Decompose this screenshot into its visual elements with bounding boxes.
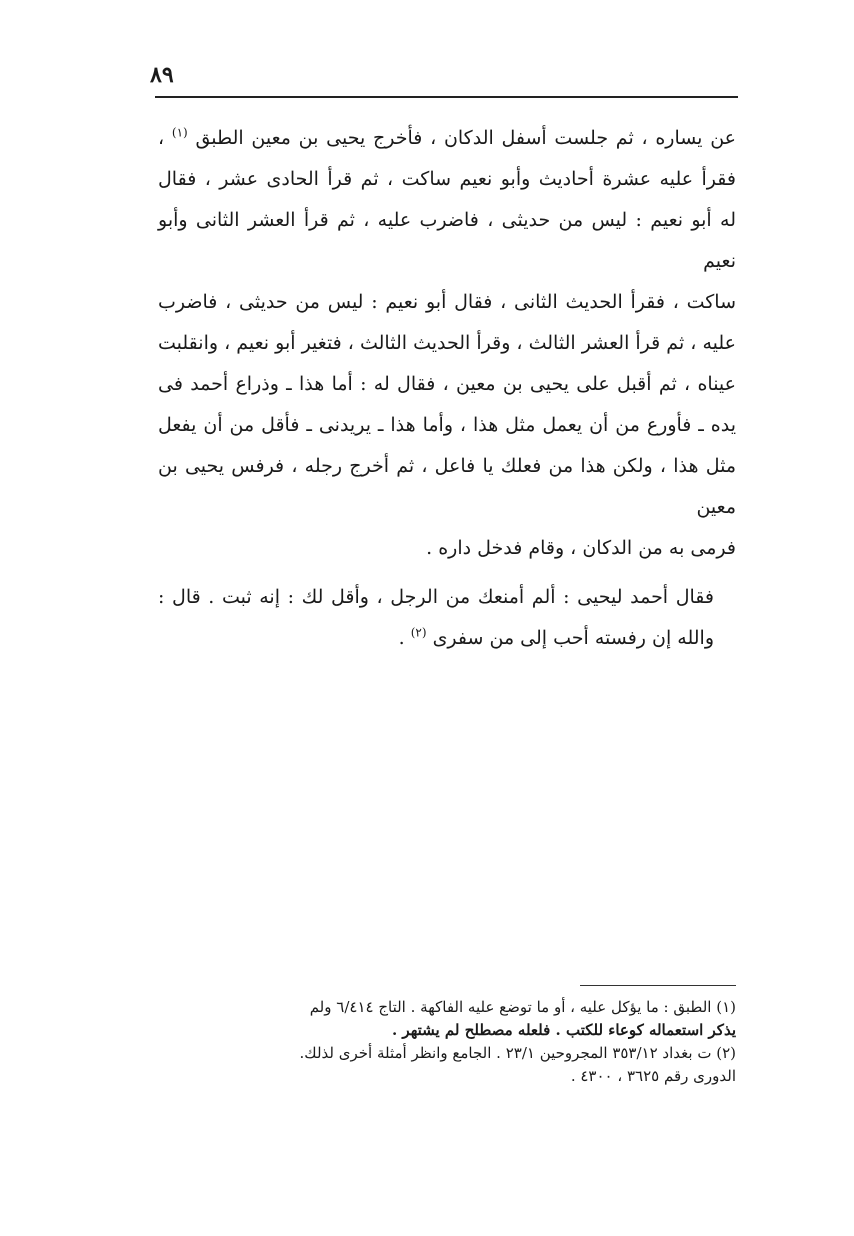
header-rule xyxy=(155,96,738,98)
text-line: يده ـ فأورع من أن يعمل مثل هذا ، وأما هذا ـ يريدنى ـ فأقل من أن يفعل xyxy=(158,414,736,436)
text-line: مثل هذا ، ولكن هذا من فعلك يا فاعل ، ثم أخرج رجله ، فرفس يحيى بن معين xyxy=(158,455,736,518)
text-line: عليه ، ثم قرأ العشر الثالث ، وقرأ الحديث الثالث ، فتغير أبو نعيم ، وانقلبت xyxy=(158,332,736,354)
text-line: والله إن رفسته أحب إلى من سفرى $^{(٢)}$ . xyxy=(398,625,714,649)
footnotes xyxy=(150,996,736,1088)
text-line: فرمى به من الدكان ، وقام فدخل داره . xyxy=(426,537,736,559)
text-line: فقرأ عليه عشرة أحاديث وأبو نعيم ساكت ، ثم قرأ الحادى عشر ، فقال xyxy=(158,168,736,190)
text-line: عن يساره ، ثم جلست أسفل الدكان ، فأخرج يحيى بن معين الطبق $^{(١)}$ ، xyxy=(158,125,736,149)
footnote-ref-2: (٢) xyxy=(410,625,427,640)
footnote-line: (٢) ت بغداد ٣٥٣/١٢ المجروحين ٢٣/١ . الجامع وانظر أمثلة أخرى لذلك. xyxy=(299,1044,736,1062)
paragraph-2 xyxy=(158,577,736,659)
text-line: ساكت ، فقرأ الحديث الثانى ، فقال أبو نعيم : ليس من حديثى ، فاضرب xyxy=(158,291,736,313)
footnote-rule xyxy=(580,985,736,986)
page-number: ٨٩ xyxy=(150,62,174,88)
footnote-line: الدورى رقم ٣٦٢٥ ، ٤٣٠٠ . xyxy=(570,1067,736,1085)
paragraph-1 xyxy=(158,118,736,569)
text-line: فقال أحمد ليحيى : ألم أمنعك من الرجل ، وأقل لك : إنه ثبت . قال : xyxy=(158,586,714,608)
main-text xyxy=(158,118,736,659)
footnote-line: (١) الطبق : ما يؤكل عليه ، أو ما توضع عليه الفاكهة . التاج ٦/٤١٤ ولم xyxy=(309,998,736,1016)
footnote-ref-1: (١) xyxy=(171,125,188,140)
text-line: عيناه ، ثم أقبل على يحيى بن معين ، فقال له : أما هذا ـ وذراع أحمد فى xyxy=(158,373,736,395)
text-line: له أبو نعيم : ليس من حديثى ، فاضرب عليه ، ثم قرأ العشر الثانى وأبو نعيم xyxy=(158,209,736,272)
footnote-line: يذكر استعماله كوعاء للكتب . فلعله مصطلح لم يشتهر . xyxy=(391,1021,736,1039)
